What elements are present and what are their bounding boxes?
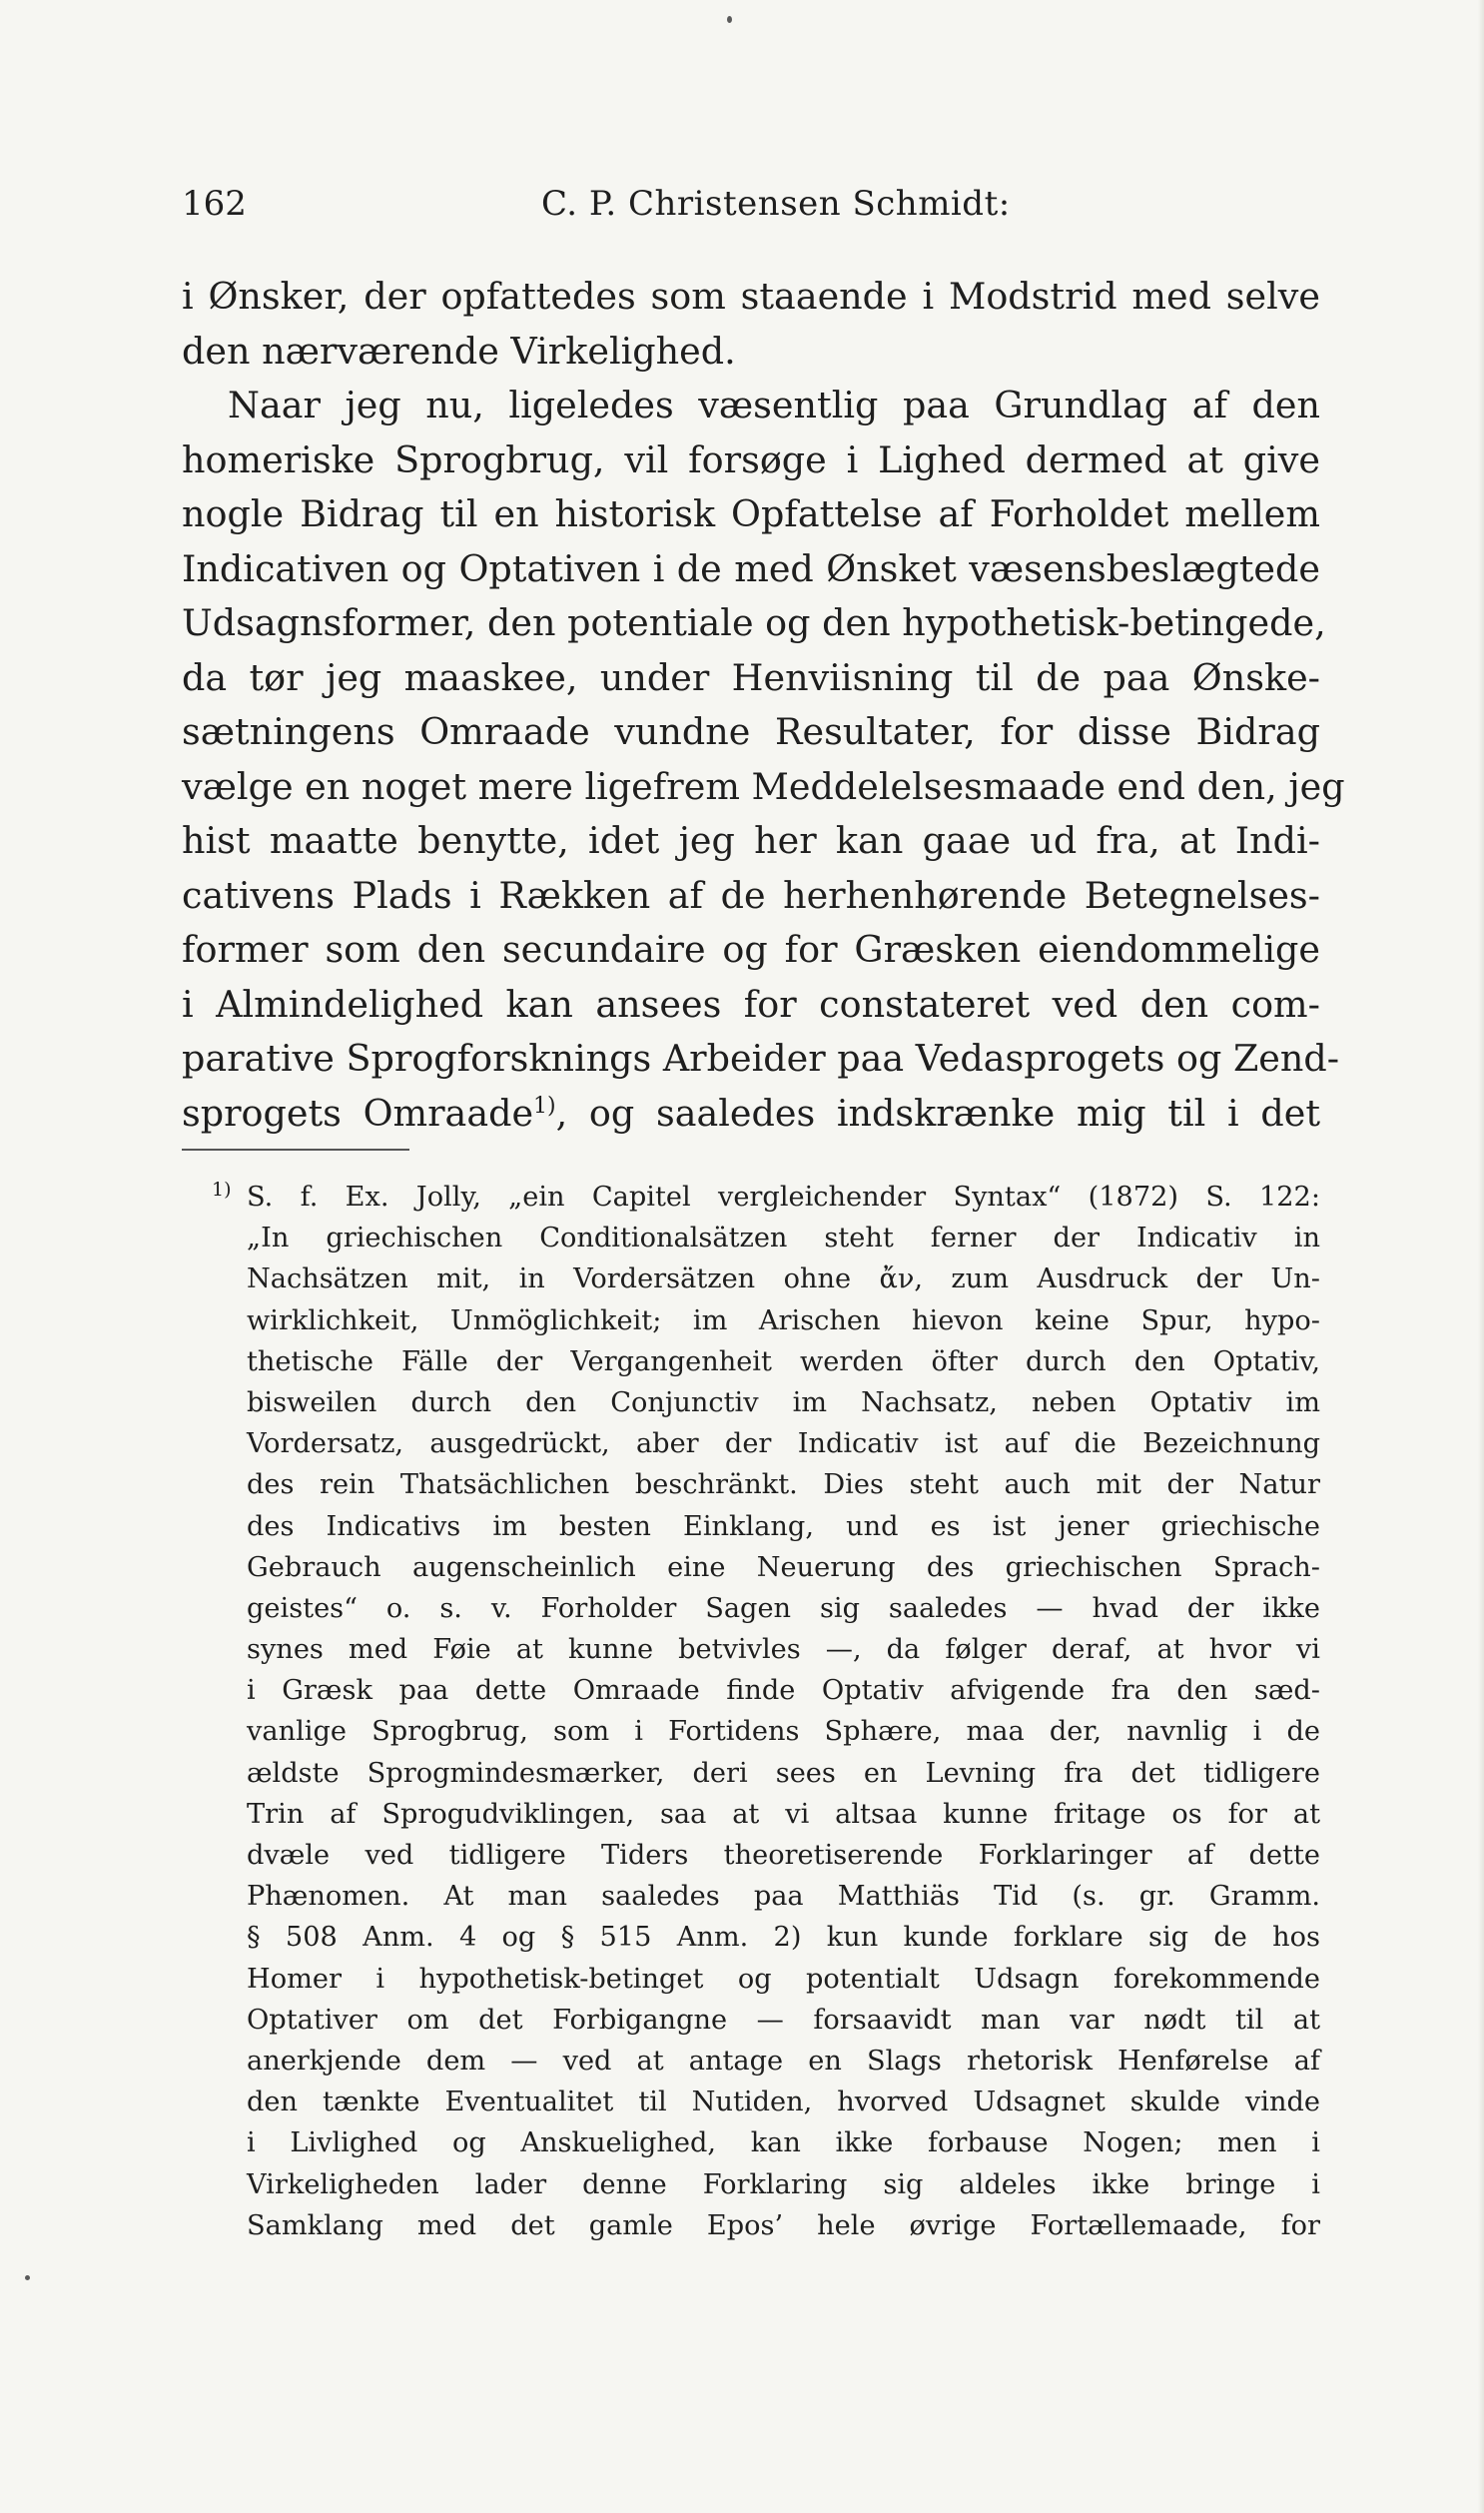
ink-speck [727, 16, 732, 23]
footnote-line: 1) S. f. Ex. Jolly, „ein Capitel vergleichender Syntax“ (1872) S. 122: [212, 1178, 1320, 1213]
text-line: Udsagnsformer, den potentiale og den hypothetisk-betingede, [182, 601, 1326, 644]
text-line [182, 1087, 1320, 1142]
text-line-part: sprogets Omraade [182, 1091, 534, 1135]
text-line: da tør jeg maaskee, under Henviisning til de paa Ønske- [182, 655, 1320, 699]
text-line: former som den secundaire og for Græsken eiendommelige [182, 928, 1320, 971]
ink-speck [25, 2275, 30, 2280]
footnote-line: Phænomen. At man saaledes paa Matthiäs Tid (s. gr. Gramm. [247, 1881, 1320, 1913]
running-head: C. P. Christensen Schmidt: [541, 184, 1011, 224]
text-line: homeriske Sprogbrug, vil forsøge i Lighed dermed at give [182, 437, 1320, 481]
footnote-line: geistes“ o. s. v. Forholder Sagen sig saaledes — hvad der ikke [247, 1592, 1320, 1624]
footnote-reference[interactable]: 1) [533, 1093, 556, 1119]
footnote-line: Trin af Sprogudviklingen, saa at vi altsaa kunne fritage os for at [247, 1798, 1320, 1830]
footnote-line: ældste Sprogmindesmærker, deri sees en Levning fra det tidligere [247, 1757, 1320, 1789]
footnote-line: § 508 Anm. 4 og § 515 Anm. 2) kun kunde forklare sig de hos [247, 1922, 1320, 1954]
footnote-line: thetische Fälle der Vergangenheit werden öfter durch den Optativ, [247, 1345, 1320, 1377]
text-line: nogle Bidrag til en historisk Opfattelse af Forholdet mellem [182, 492, 1320, 535]
footnote-line: i Græsk paa dette Omraade finde Optativ afvigende fra den sæd- [247, 1675, 1320, 1707]
footnote-line: Vordersatz, ausgedrückt, aber der Indicativ ist auf die Bezeichnung [247, 1428, 1320, 1460]
footnote-line: Homer i hypothetisk-betinget og potentialt Udsagn forekommende [247, 1963, 1320, 1995]
text-line: cativens Plads i Rækken af de herhenhørende Betegnelses- [182, 873, 1320, 917]
footnote-line: i Livlighed og Anskuelighed, kan ikke forbause Nogen; men i [247, 2127, 1320, 2159]
text-line-part: , og saaledes indskrænke mig til i det [555, 1091, 1320, 1135]
footnote-line: wirklichkeit, Unmöglichkeit; im Arischen hievon keine Spur, hypo- [247, 1304, 1320, 1336]
page-edge-shadow [1478, 0, 1484, 2513]
footnote-separator [182, 1149, 409, 1151]
text-line: sætningens Omraade vundne Resultater, for disse Bidrag [182, 710, 1320, 753]
footnote-line: Nachsätzen mit, in Vordersätzen ohne ἄν, zum Ausdruck der Un- [247, 1263, 1320, 1295]
footnote-line: Samklang med det gamle Epos’ hele øvrige Fortællemaade, for [247, 2209, 1320, 2241]
text-line: den nærværende Virkelighed. [182, 329, 736, 373]
footnote-line: „In griechischen Conditionalsätzen steht ferner der Indicativ in [247, 1223, 1320, 1255]
text-line: i Almindelighed kan ansees for constateret ved den com- [182, 982, 1320, 1026]
footnote-line: bisweilen durch den Conjunctiv im Nachsatz, neben Optativ im [247, 1386, 1320, 1418]
text-line: i Ønsker, der opfattedes som staaende i Modstrid med selve [182, 275, 1320, 318]
page-header [182, 176, 1320, 232]
text-line: hist maatte benytte, idet jeg her kan gaae ud fra, at Indi- [182, 819, 1320, 862]
page-number: 162 [182, 184, 247, 224]
footnote-line: den tænkte Eventualitet til Nutiden, hvorved Udsagnet skulde vinde [247, 2087, 1320, 2118]
footnote-line: Virkeligheden lader denne Forklaring sig aldeles ikke bringe i [247, 2168, 1320, 2200]
text-line: parative Sprogforsknings Arbeider paa Vedasprogets og Zend- [182, 1037, 1340, 1080]
main-text [182, 270, 1345, 1141]
text-line: Indicativen og Optativen i de med Ønsket væsensbeslægtede [182, 546, 1320, 590]
footnote-line: Optativer om det Forbigangne — forsaavidt man var nødt til at [247, 2004, 1320, 2036]
footnote-line: Gebrauch augenscheinlich eine Neuerung des griechischen Sprach- [247, 1551, 1320, 1583]
footnote-line: synes med Føie at kunne betvivles —, da følger deraf, at hvor vi [247, 1634, 1320, 1666]
footnote-line: des rein Thatsächlichen beschränkt. Dies steht auch mit der Natur [247, 1469, 1320, 1501]
text-line: Naar jeg nu, ligeledes væsentlig paa Grundlag af den [228, 384, 1320, 426]
footnote-line: dvæle ved tidligere Tiders theoretiserende Forklaringer af dette [247, 1840, 1320, 1871]
footnote-line: vanlige Sprogbrug, som i Fortidens Sphære, maa der, navnlig i de [247, 1716, 1320, 1748]
footnote-line: anerkjende dem — ved at antage en Slags rhetorisk Henførelse af [247, 2045, 1320, 2077]
footnote-block [212, 1177, 1320, 2246]
text-line: vælge en noget mere ligefrem Meddelelsesmaade end den, jeg [182, 764, 1345, 808]
footnote-line: des Indicativs im besten Einklang, und es ist jener griechische [247, 1510, 1320, 1542]
footnote-line-text: S. f. Ex. Jolly, „ein Capitel vergleichender Syntax“ (1872) S. 122: [247, 1182, 1320, 1213]
